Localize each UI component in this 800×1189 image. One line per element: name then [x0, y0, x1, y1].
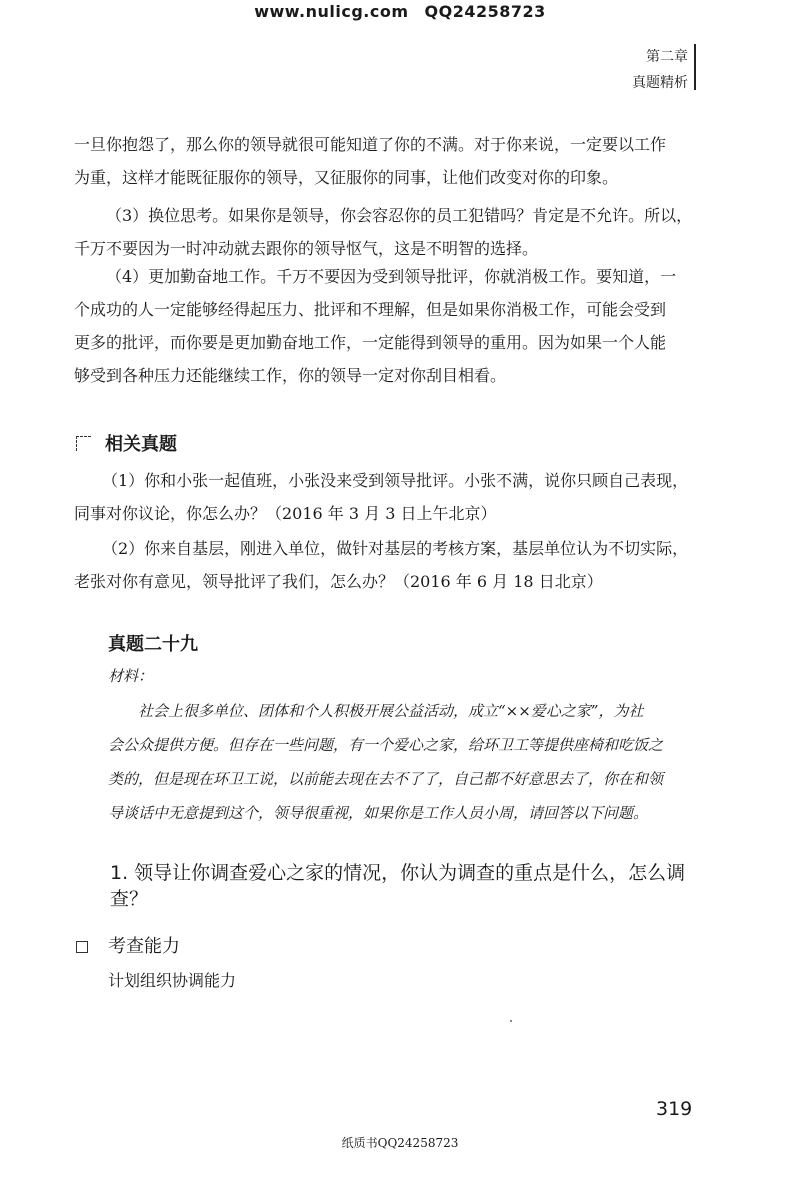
ability-value: 计划组织协调能力: [108, 971, 237, 990]
text-line: 个成功的人一定能够经得起压力、批评和不理解，但是如果你消极工作，可能会受到: [74, 300, 667, 319]
text-line: 类的，但是现在环卫工说，以前能去现在去不了了，自己都不好意思去了，你在和领: [108, 770, 664, 788]
text-line: 够受到各种压力还能继续工作，你的领导一定对你刮目相看。: [74, 366, 507, 385]
related-heading: [76, 432, 177, 458]
watermark-header: [0, 2, 800, 21]
point-4-paragraph: [74, 260, 694, 392]
material-text: [108, 694, 688, 830]
exam-question: 1. 领导让你调查爱心之家的情况，你认为调查的重点是什么，怎么调查？: [110, 862, 686, 910]
intro-paragraph: [74, 128, 694, 194]
related-question-1: [74, 464, 694, 530]
text-line: （4）更加勤奋地工作。千万不要因为受到领导批评，你就消极工作。要知道，一: [106, 267, 677, 286]
exam-title: 真题二十九: [108, 634, 198, 655]
watermark-qq: QQ24258723: [424, 2, 546, 21]
text-line: 会公众提供方便。但存在一些问题，有一个爱心之家，给环卫工等提供座椅和吃饭之: [108, 736, 664, 754]
text-line: （1）你和小张一起值班，小张没来受到领导批评。小张不满，说你只顾自己表现，: [102, 471, 689, 490]
section-marker-icon: [76, 436, 91, 451]
text-line: 老张对你有意见，领导批评了我们，怎么办？（2016 年 6 月 18 日北京）: [74, 572, 603, 591]
watermark-site: www.nulicg.com: [254, 2, 409, 21]
scan-speck: [510, 1020, 512, 1022]
related-heading-text: 相关真题: [105, 434, 177, 455]
chapter-title: 真题精析: [632, 75, 688, 91]
ability-heading-text: 考查能力: [108, 936, 180, 957]
material-label: 材料：: [108, 667, 154, 685]
ability-heading: [76, 934, 180, 960]
text-line: （2）你来自基层，刚进入单位，做针对基层的考核方案，基层单位认为不切实际，: [102, 539, 689, 558]
footer-watermark: 纸质书QQ24258723: [341, 1136, 459, 1150]
text-line: （3）换位思考。如果你是领导，你会容忍你的员工犯错吗？肯定是不允许。所以，: [106, 206, 693, 225]
text-line: 更多的批评，而你要是更加勤奋地工作，一定能得到领导的重用。因为如果一个人能: [74, 333, 667, 352]
text-line: 同事对你议论，你怎么办？（2016 年 3 月 3 日上午北京）: [74, 504, 497, 523]
text-line: 社会上很多单位、团体和个人积极开展公益活动，成立“××爱心之家”，为社: [138, 702, 644, 720]
chapter-number: 第二章: [646, 49, 688, 65]
related-question-2: [74, 532, 694, 598]
text-line: 千万不要因为一时冲动就去跟你的领导怄气，这是不明智的选择。: [74, 239, 539, 258]
checkbox-icon: [76, 941, 88, 953]
text-line: 一旦你抱怨了，那么你的领导就很可能知道了你的不满。对于你来说，一定要以工作: [74, 135, 667, 154]
text-line: 为重，这样才能既征服你的领导，又征服你的同事，让他们改变对你的印象。: [74, 168, 619, 187]
page-number: 319: [656, 1098, 693, 1120]
text-line: 导谈话中无意提到这个，领导很重视，如果你是工作人员小周，请回答以下问题。: [108, 804, 649, 822]
chapter-divider: [694, 44, 696, 90]
point-3-paragraph: [74, 199, 694, 265]
chapter-header: [632, 44, 688, 96]
